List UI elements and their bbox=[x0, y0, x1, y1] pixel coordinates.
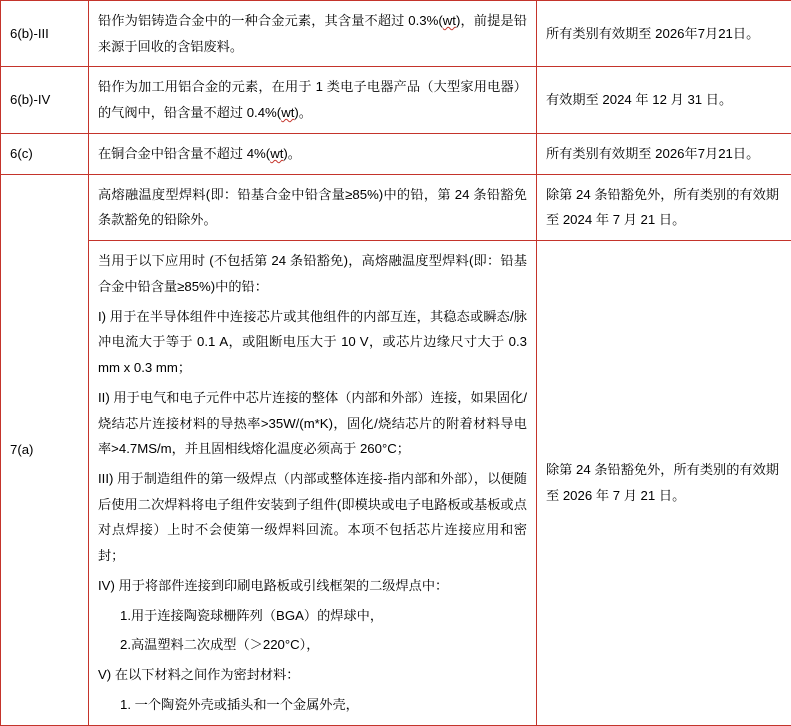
description-paragraph: 1.用于连接陶瓷球栅阵列（BGA）的焊球中， bbox=[98, 603, 527, 629]
text-segment: 在铜合金中铅含量不超过 4%( bbox=[98, 146, 270, 161]
exemption-code: 6(b)-IV bbox=[1, 67, 89, 133]
exemption-code: 6(b)-III bbox=[1, 1, 89, 67]
exemption-validity: 除第 24 条铅豁免外，所有类别的有效期至 2024 年 7 月 21 日。 bbox=[537, 174, 791, 240]
text-segment: )。 bbox=[294, 105, 312, 120]
exemption-description bbox=[89, 174, 537, 240]
exemption-code: 7(a) bbox=[1, 174, 89, 725]
exemption-validity: 有效期至 2024 年 12 月 31 日。 bbox=[537, 67, 791, 133]
description-paragraph: 2.高温塑料二次成型（＞220°C）， bbox=[98, 632, 527, 658]
description-paragraph bbox=[98, 182, 527, 233]
text-segment: )，前提是铅来源于回收的含铝废料。 bbox=[98, 13, 527, 54]
description-paragraph bbox=[98, 8, 527, 59]
description-paragraph bbox=[98, 141, 527, 167]
exemption-description bbox=[89, 67, 537, 133]
wavy-underline-text: wt bbox=[443, 13, 456, 28]
description-paragraph: I) 用于在半导体组件中连接芯片或其他组件的内部互连，其稳态或瞬态/脉冲电流大于等于 0.1 A，或阻断电压大于 10 V，或芯片边缘尺寸大于 0.3 mm x 0.3 mm； bbox=[98, 304, 527, 381]
exemption-validity: 所有类别有效期至 2026年7月21日。 bbox=[537, 133, 791, 174]
description-paragraph bbox=[98, 74, 527, 125]
exemption-code: 6(c) bbox=[1, 133, 89, 174]
exemption-validity: 所有类别有效期至 2026年7月21日。 bbox=[537, 1, 791, 67]
description-paragraph: 当用于以下应用时 (不包括第 24 条铅豁免)，高熔融温度型焊料(即：铅基合金中铅含量≥85%)中的铅： bbox=[98, 248, 527, 299]
table-row bbox=[1, 174, 791, 240]
text-segment: 铅作为加工用铝合金的元素，在用于 1 类电子电器产品（大型家用电器）的气阀中，铅含量不超过 0.4%( bbox=[98, 79, 527, 120]
table-row bbox=[1, 1, 791, 67]
table-row bbox=[1, 133, 791, 174]
description-paragraph: IV) 用于将部件连接到印刷电路板或引线框架的二级焊点中： bbox=[98, 573, 527, 599]
text-segment: )。 bbox=[283, 146, 301, 161]
exemption-validity: 除第 24 条铅豁免外，所有类别的有效期至 2026 年 7 月 21 日。 bbox=[537, 241, 791, 725]
exemption-description bbox=[89, 133, 537, 174]
text-segment: 铅作为铝铸造合金中的一种合金元素，其含量不超过 0.3%( bbox=[98, 13, 443, 28]
exemption-description bbox=[89, 241, 537, 725]
description-paragraph: III) 用于制造组件的第一级焊点（内部或整体连接-指内部和外部），以便随后使用二次焊料将电子组件安装到子组件(即模块或电子电路板或基板或点对点焊接）上时不会使第一级焊料回流。本项不包括芯片连接应用和密封； bbox=[98, 466, 527, 569]
table-row bbox=[1, 241, 791, 725]
description-paragraph: 1. 一个陶瓷外壳或插头和一个金属外壳， bbox=[98, 692, 527, 718]
table-row bbox=[1, 67, 791, 133]
text-segment: 高熔融温度型焊料(即：铅基合金中铅含量≥85%)中的铅，第 24 条铅豁免条款豁免的铅除外。 bbox=[98, 187, 527, 228]
wavy-underline-text: wt bbox=[270, 146, 283, 161]
description-paragraph: V) 在以下材料之间作为密封材料： bbox=[98, 662, 527, 688]
exemption-description bbox=[89, 1, 537, 67]
description-paragraph: II) 用于电气和电子元件中芯片连接的整体（内部和外部）连接，如果固化/烧结芯片连接材料的导热率>35W/(m*K)，固化/烧结芯片的附着材料导电率>4.7MS/m，并且固相线熔化温度必须高于 260°C； bbox=[98, 385, 527, 462]
wavy-underline-text: wt bbox=[281, 105, 294, 120]
